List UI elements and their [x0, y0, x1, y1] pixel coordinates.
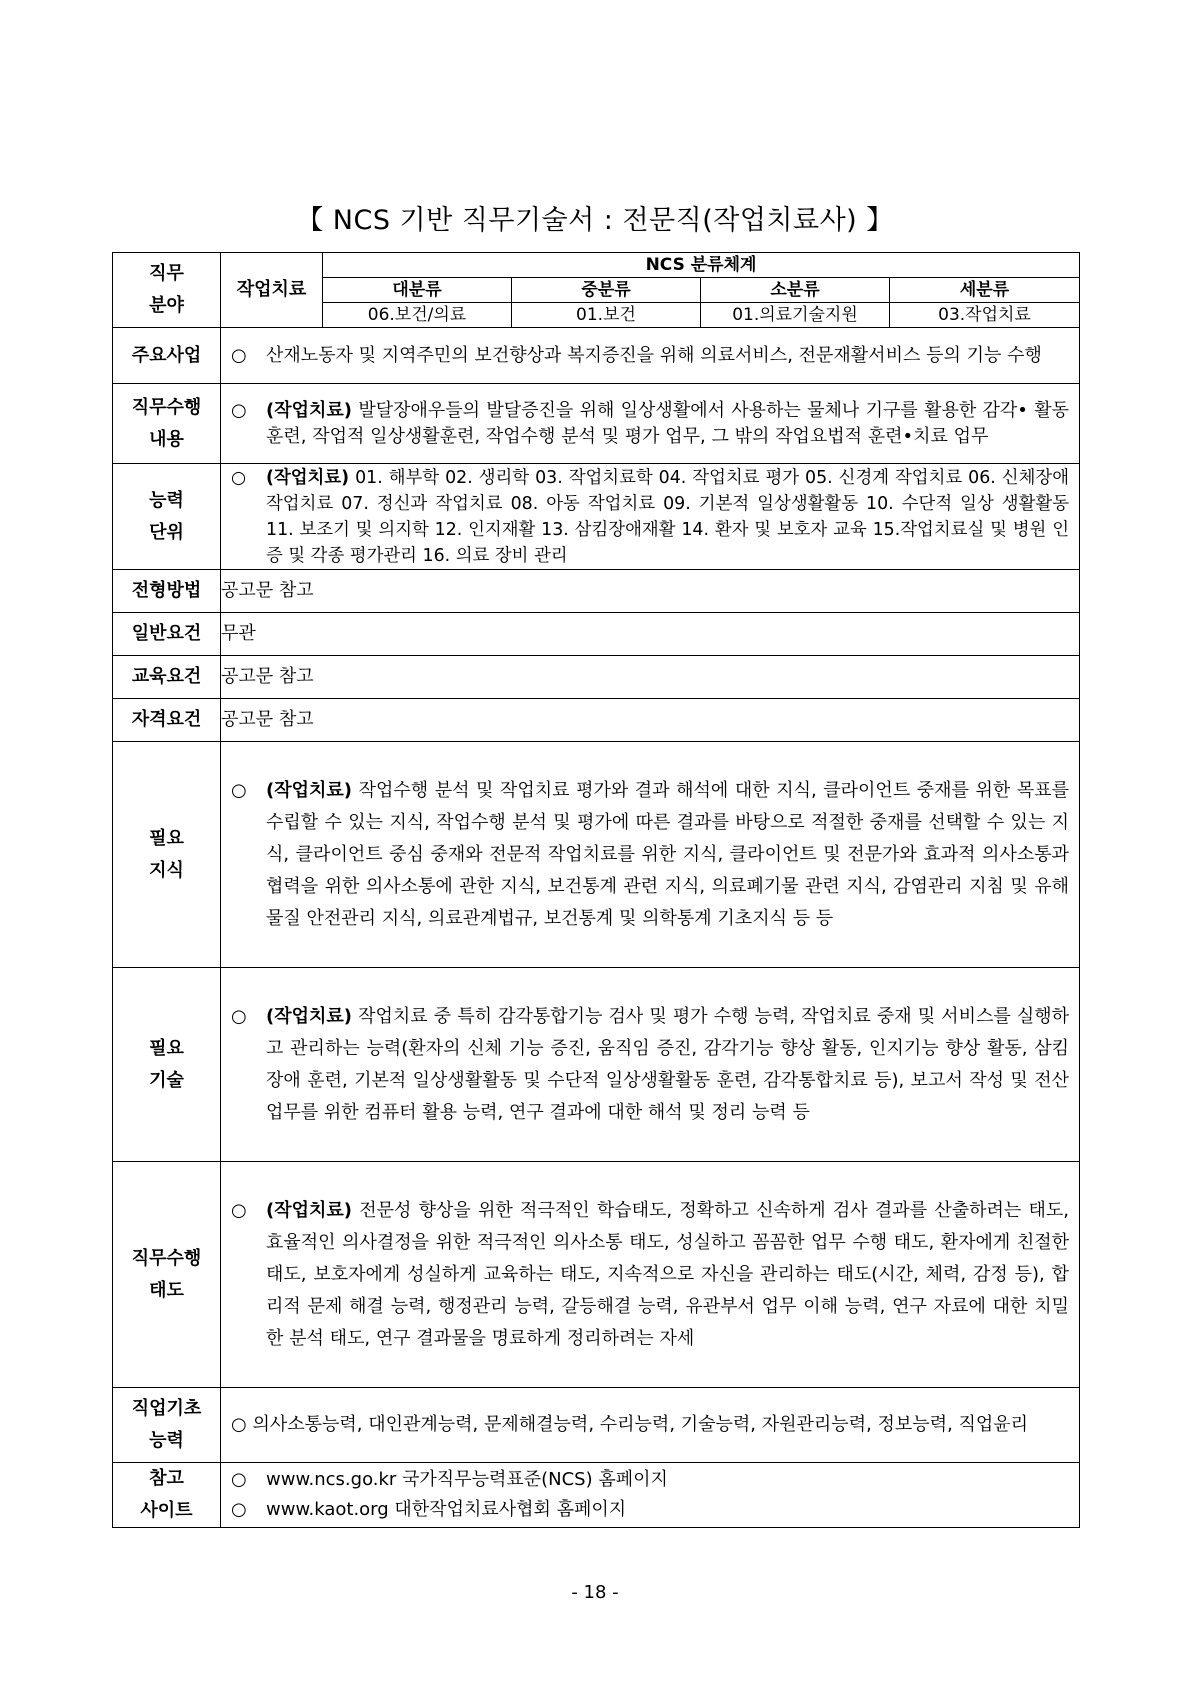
- knowledge-text: 작업수행 분석 및 작업치료 평가와 결과 해석에 대한 지식, 클라이언트 중재를 위한 목표를 수립할 수 있는 지식, 작업수행 분석 및 평가에 따른 결과를 바탕으로 적절한 중재를 선택할 수 있는 지식, 클라이언트 중심 중재와 전문적 작업치료를 위한 지식, 클라이언트 및 전문가와 효과적 의사소통과 협력을 위한 의사소통에 관한 지식, 보건통계 관련 지식, 의료폐기물 관련 지식, 감염관리 지침 및 유해물질 안전관리 지식, 의료관계법규, 보건통계 및 의학통계 기초지식 등 등: [266, 779, 1069, 929]
- qualification-label: 자격요건: [113, 699, 221, 742]
- skill-label: 필요 기술: [113, 968, 221, 1162]
- duty-content-cell: [221, 384, 1080, 464]
- ncs-major-value: 06.보건/의료: [323, 303, 512, 328]
- main-business-label: 주요사업: [113, 328, 221, 384]
- duty-content-text: 발달장애우들의 발달증진을 위해 일상생활에서 사용하는 물체나 기구를 활용한 감각• 활동훈련, 작업적 일상생활훈련, 작업수행 분석 및 평가 업무, 그 밖의 작업요법적 훈련•치료 업무: [266, 399, 1069, 447]
- ability-unit-cell: [221, 464, 1080, 570]
- ability-unit-label: 능력 단위: [113, 464, 221, 570]
- reference-cell: [221, 1463, 1080, 1528]
- ncs-detail-header: 세분류: [890, 278, 1080, 303]
- duty-content-label: 직무수행 내용: [113, 384, 221, 464]
- bullet-icon: ○: [231, 779, 247, 801]
- field-label: 직무 분야: [113, 253, 221, 328]
- page-number: - 18 -: [571, 1582, 619, 1603]
- reference-line: [221, 1495, 1079, 1525]
- bullet-icon: ○: [231, 1199, 247, 1221]
- selection-text: 공고문 참고: [221, 570, 1080, 613]
- ncs-middle-header: 중분류: [512, 278, 701, 303]
- skill-tag: (작업치료): [266, 1005, 353, 1027]
- attitude-label: 직무수행 태도: [113, 1162, 221, 1388]
- general-text: 무관: [221, 613, 1080, 656]
- attitude-text: 전문성 향상을 위한 적극적인 학습태도, 정확하고 신속하게 검사 결과를 산출하려는 태도, 효율적인 의사결정을 위한 적극적인 의사소통 태도, 성실하고 꼼꼼한 업무 수행 태도, 환자에게 친절한 태도, 보호자에게 성실하게 교육하는 태도, 지속적으로 자신을 관리하는 태도(시간, 체력, 감정 등), 합리적 문제 해결 능력, 행정관리 능력, 갈등해결 능력, 유관부서 업무 이해 능력, 연구 자료에 대한 치밀한 분석 태도, 연구 결과물을 명료하게 정리하려는 자세: [266, 1199, 1069, 1349]
- attitude-tag: (작업치료): [266, 1199, 353, 1221]
- bullet-icon: ○: [231, 1005, 247, 1027]
- main-business-cell: [221, 328, 1080, 384]
- ncs-minor-header: 소분류: [701, 278, 890, 303]
- reference-line: [221, 1465, 1079, 1495]
- basic-ability-label: 직업기초 능력: [113, 1388, 221, 1463]
- reference-label: 참고 사이트: [113, 1463, 221, 1528]
- bullet-icon: ○: [231, 399, 247, 421]
- general-label: 일반요건: [113, 613, 221, 656]
- reference-kaot-link[interactable]: www.kaot.org 대한작업치료사협회 홈페이지: [266, 1499, 627, 1520]
- ability-unit-tag: (작업치료): [266, 467, 350, 488]
- ncs-minor-value: 01.의료기술지원: [701, 303, 890, 328]
- knowledge-label: 필요 지식: [113, 742, 221, 968]
- education-label: 교육요건: [113, 656, 221, 699]
- selection-label: 전형방법: [113, 570, 221, 613]
- reference-ncs-link[interactable]: www.ncs.go.kr 국가직무능력표준(NCS) 홈페이지: [266, 1469, 668, 1490]
- ability-unit-text: 01. 해부학 02. 생리학 03. 작업치료학 04. 작업치료 평가 05. 신경계 작업치료 06. 신체장애 작업치료 07. 정신과 작업치료 08. 아동 작업치료 09. 기본적 일상생활활동 10. 수단적 일상 생활활동 11. 보조기 및 의지학 12. 인지재활 13. 삼킴장애재활 14. 환자 및 보호자 교육 15.작업치료실 및 병원 인증 및 각종 평가관리 16. 의료 장비 관리: [266, 467, 1069, 566]
- page-title: 【 NCS 기반 직무기술서 : 전문직(작업치료사) 】: [296, 205, 894, 236]
- job-description-table: [112, 252, 1080, 1528]
- attitude-cell: [221, 1162, 1080, 1388]
- bullet-icon: ○: [231, 344, 247, 366]
- ncs-classification-header: NCS 분류체계: [323, 253, 1080, 278]
- skill-cell: [221, 968, 1080, 1162]
- ncs-detail-value: 03.작업치료: [890, 303, 1080, 328]
- ncs-middle-value: 01.보건: [512, 303, 701, 328]
- bullet-icon: ○: [231, 1414, 247, 1435]
- basic-ability-cell: [221, 1388, 1080, 1463]
- field-name: 작업치료: [221, 253, 323, 328]
- skill-text: 작업치료 중 특히 감각통합기능 검사 및 평가 수행 능력, 작업치료 중재 및 서비스를 실행하고 관리하는 능력(환자의 신체 기능 증진, 움직임 증진, 감각기능 향상 활동, 인지기능 향상 활동, 삼킴장애 훈련, 기본적 일상생활활동 및 수단적 일상생활활동 훈련, 감각통합치료 등), 보고서 작성 및 전산 업무를 위한 컴퓨터 활용 능력, 연구 결과에 대한 해석 및 정리 능력 등: [266, 1005, 1069, 1123]
- duty-content-tag: (작업치료): [266, 399, 353, 421]
- ncs-major-header: 대분류: [323, 278, 512, 303]
- bullet-icon: ○: [231, 1499, 247, 1520]
- bullet-icon: ○: [231, 467, 247, 488]
- main-business-text: 산재노동자 및 지역주민의 보건향상과 복지증진을 위해 의료서비스, 전문재활서비스 등의 기능 수행: [266, 344, 1042, 366]
- basic-ability-text: 의사소통능력, 대인관계능력, 문제해결능력, 수리능력, 기술능력, 자원관리능력, 정보능력, 직업윤리: [252, 1414, 1029, 1435]
- knowledge-cell: [221, 742, 1080, 968]
- bullet-icon: ○: [231, 1469, 247, 1490]
- qualification-text: 공고문 참고: [221, 699, 1080, 742]
- education-text: 공고문 참고: [221, 656, 1080, 699]
- knowledge-tag: (작업치료): [266, 779, 353, 801]
